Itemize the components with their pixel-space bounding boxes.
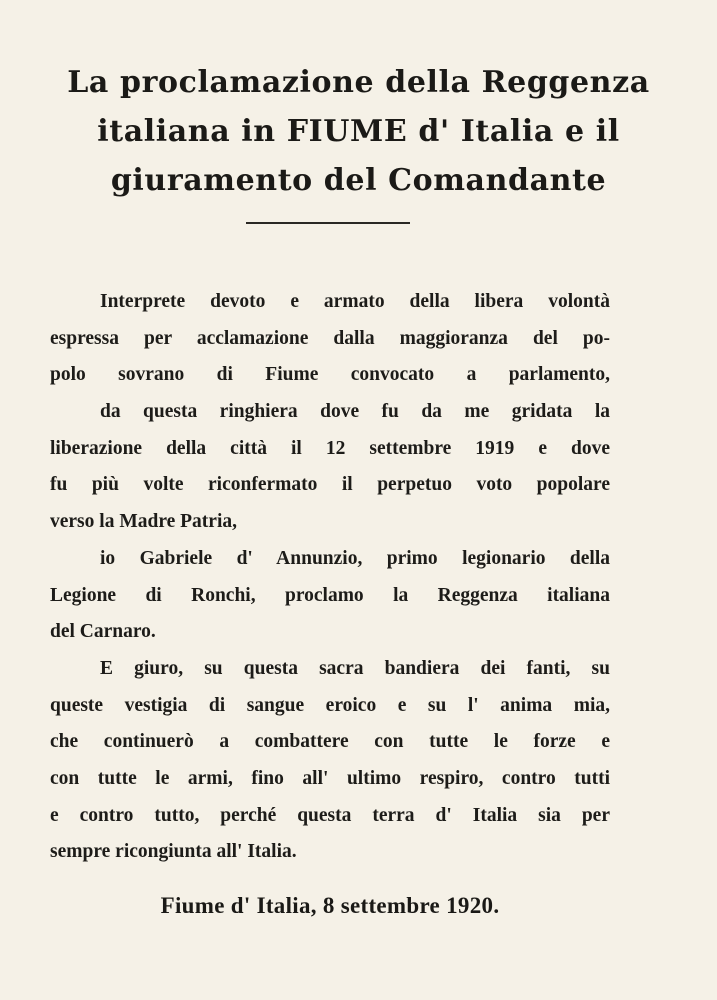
body-line: con tutte le armi, fino all' ultimo respiro, contro tutti	[50, 767, 610, 789]
proclamation-body	[50, 284, 610, 871]
title-line-3: giuramento del Comandante	[110, 163, 607, 198]
body-line: E giuro, su questa sacra bandiera dei fanti, su	[100, 657, 610, 679]
body-line: e contro tutto, perché questa terra d' Italia sia per	[50, 804, 610, 826]
title-line-1: La proclamazione della Reggenza	[67, 65, 650, 100]
title-divider	[246, 222, 410, 224]
body-line: sempre ricongiunta all' Italia.	[50, 841, 297, 863]
body-line: fu più volte riconfermato il perpetuo voto popolare	[50, 474, 610, 496]
body-line: queste vestigia di sangue eroico e su l' anima mia,	[50, 694, 610, 716]
document-title	[40, 58, 677, 205]
body-line: Legione di Ronchi, proclamo la Reggenza italiana	[50, 584, 610, 606]
place-date-signature: Fiume d' Italia, 8 settembre 1920.	[160, 893, 500, 918]
body-line: da questa ringhiera dove fu da me gridata la	[100, 401, 610, 423]
body-line: polo sovrano di Fiume convocato a parlamento,	[50, 364, 610, 386]
body-line: io Gabriele d' Annunzio, primo legionario della	[100, 547, 610, 569]
body-line: verso la Madre Patria,	[50, 511, 238, 533]
body-line: che continuerò a combattere con tutte le forze e	[50, 731, 610, 753]
body-line: del Carnaro.	[50, 621, 156, 643]
body-line: liberazione della città il 12 settembre 1919 e dove	[50, 437, 610, 459]
body-line: Interprete devoto e armato della libera volontà	[100, 291, 610, 312]
body-line: espressa per acclamazione dalla maggioranza del po-	[50, 327, 610, 349]
title-line-2: italiana in FIUME d' Italia e il	[97, 114, 620, 149]
